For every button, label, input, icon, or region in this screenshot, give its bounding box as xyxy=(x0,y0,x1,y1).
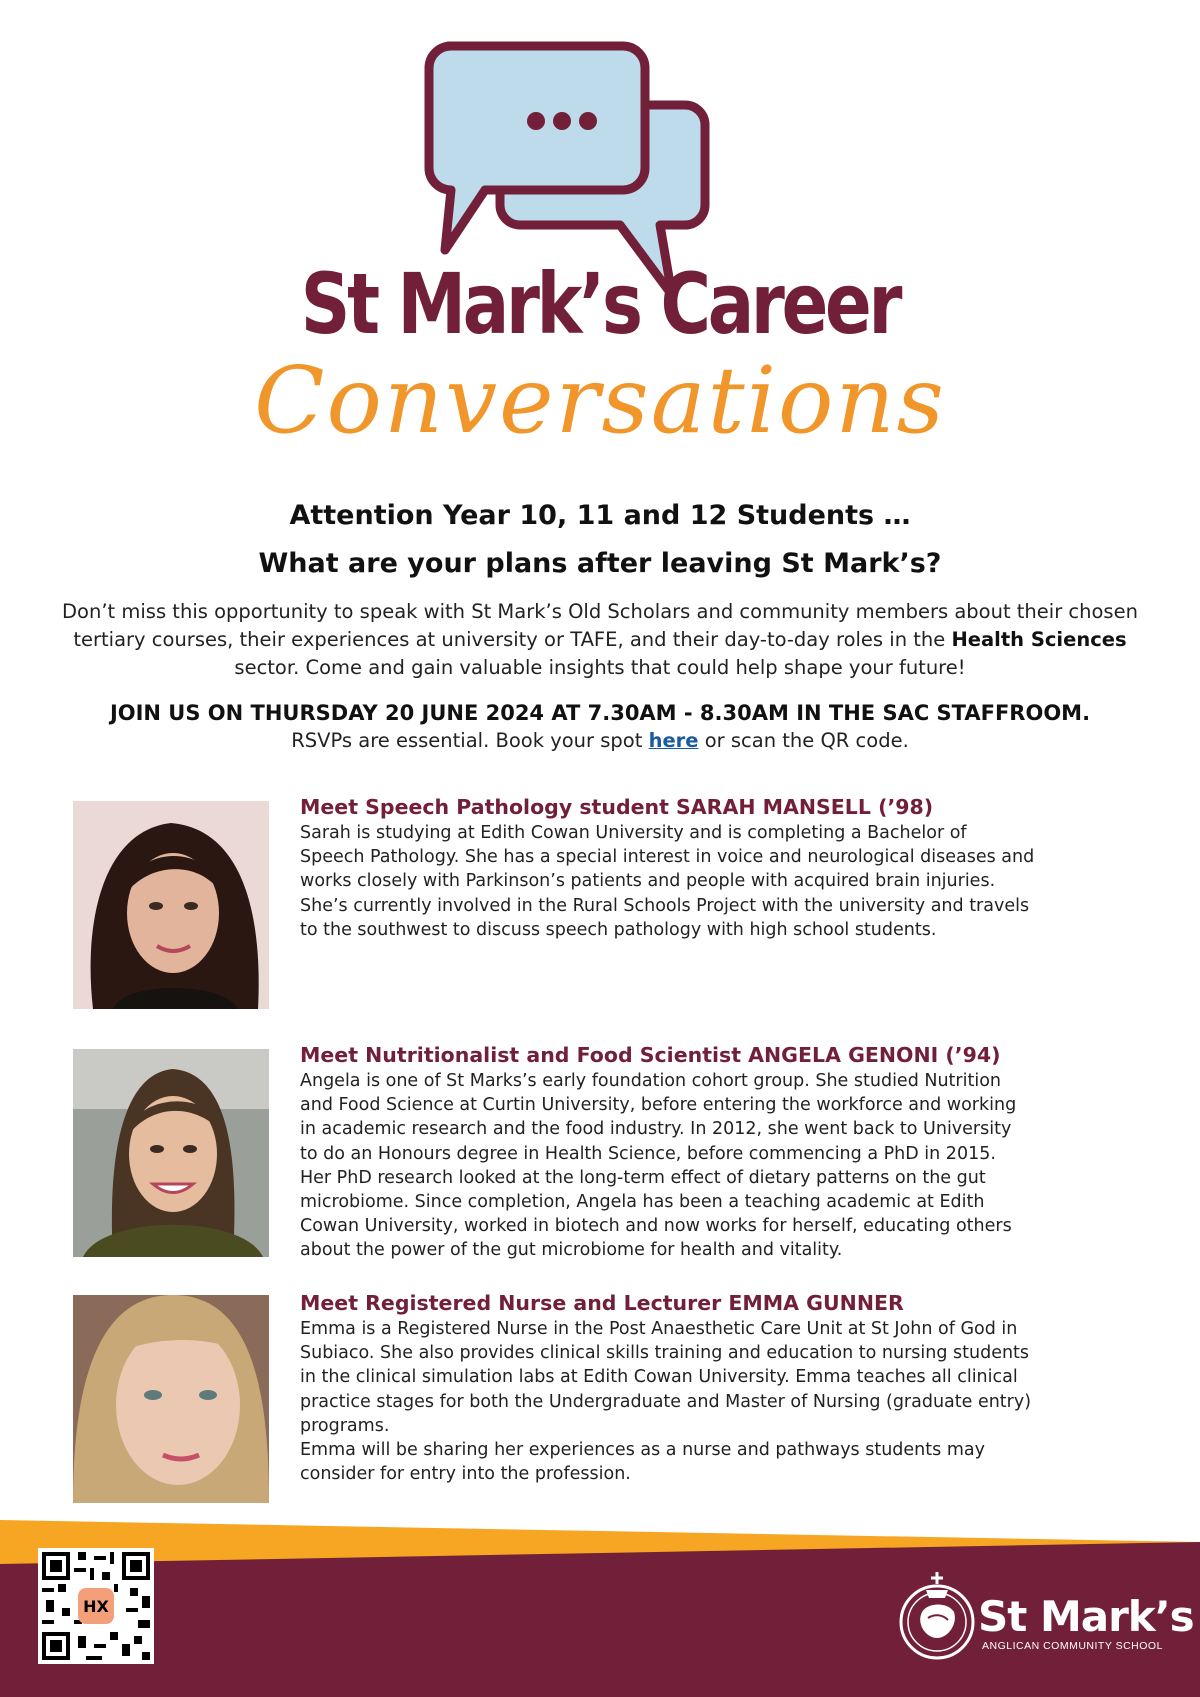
speaker-bio xyxy=(300,1069,1150,1263)
bio-line: in the clinical simulation labs at Edith Cowan University. Emma teaches all clinical xyxy=(300,1367,1018,1388)
speaker-bio xyxy=(300,1317,1150,1486)
logo-script: Conversations xyxy=(254,347,946,454)
bio-line: to do an Honours degree in Health Science, before commencing a PhD in 2015. xyxy=(300,1143,996,1164)
speaker-title: Meet Registered Nurse and Lecturer EMMA GUNNER xyxy=(300,1291,904,1315)
rsvp-line xyxy=(0,729,1200,752)
speaker-bio xyxy=(300,821,1150,942)
bio-line: She’s currently involved in the Rural Schools Project with the university and travels xyxy=(300,895,1030,916)
rsvp-text-after: or scan the QR code. xyxy=(698,729,909,752)
bio-line: Sarah is studying at Edith Cowan University and is completing a Bachelor of xyxy=(300,823,967,843)
attention-heading: Attention Year 10, 11 and 12 Students … xyxy=(289,500,911,531)
school-name: St Mark’s xyxy=(978,1592,1194,1641)
bio-line: practice stages for both the Undergraduate and Master of Nursing (graduate entry) xyxy=(300,1391,1032,1412)
bio-line: consider for entry into the profession. xyxy=(300,1464,631,1485)
speaker-photo-sarah xyxy=(73,801,269,1009)
svg-text:HX: HX xyxy=(83,1597,109,1616)
bio-line: Emma will be sharing her experiences as a nurse and pathways students may xyxy=(300,1440,985,1461)
bio-line: in academic research and the food industry. In 2012, she went back to University xyxy=(300,1119,1012,1140)
speaker-title: Meet Nutritionalist and Food Scientist ANGELA GENONI (’94) xyxy=(300,1043,1001,1067)
bio-line: to the southwest to discuss speech pathology with high school students. xyxy=(300,919,937,940)
speaker-title: Meet Speech Pathology student SARAH MANSELL (’98) xyxy=(300,795,934,819)
speaker-photo-angela xyxy=(73,1049,269,1257)
school-crest-icon xyxy=(898,1568,976,1664)
intro-bold: Health Sciences xyxy=(951,628,1127,651)
qr-code-icon[interactable] xyxy=(38,1548,154,1664)
speaker-photo-emma xyxy=(73,1295,269,1503)
bio-line: Emma is a Registered Nurse in the Post Anaesthetic Care Unit at St John of God in xyxy=(300,1319,1018,1339)
bio-line: works closely with Parkinson’s patients and people with acquired brain injuries. xyxy=(300,871,996,892)
bio-line: Her PhD research looked at the long-term effect of dietary patterns on the gut xyxy=(300,1167,986,1188)
bio-line: about the power of the gut microbiome for health and vitality. xyxy=(300,1240,843,1261)
rsvp-link[interactable]: here xyxy=(648,729,699,752)
intro-text-after: sector. Come and gain valuable insights that could help shape your future! xyxy=(234,656,966,679)
bio-line: Angela is one of St Marks’s early foundation cohort group. She studied Nutrition xyxy=(300,1071,1001,1091)
intro-paragraph xyxy=(60,598,1140,682)
bio-line: Cowan University, worked in biotech and now works for herself, educating others xyxy=(300,1216,1012,1237)
event-details: JOIN US ON THURSDAY 20 JUNE 2024 AT 7.30AM - 8.30AM IN THE SAC STAFFROOM. xyxy=(109,701,1091,725)
bio-line: Subiaco. She also provides clinical skills training and education to nursing students xyxy=(300,1343,1030,1364)
logo-title: St Mark’s Career xyxy=(300,255,900,353)
bio-line: and Food Science at Curtin University, before entering the workforce and working xyxy=(300,1095,1017,1116)
bio-line: microbiome. Since completion, Angela has been a teaching academic at Edith xyxy=(300,1192,985,1213)
rsvp-text-before: RSVPs are essential. Book your spot xyxy=(291,729,649,752)
question-heading: What are your plans after leaving St Mark’s? xyxy=(258,548,942,579)
school-subtitle: ANGLICAN COMMUNITY SCHOOL xyxy=(982,1640,1163,1652)
bio-line: Speech Pathology. She has a special interest in voice and neurological diseases and xyxy=(300,847,1035,868)
intro-text-before: Don’t miss this opportunity to speak with St Mark’s Old Scholars and community members about their chosen tertiary courses, their experiences at university or TAFE, and their day-to-day roles in the xyxy=(62,600,1138,651)
bio-line: programs. xyxy=(300,1415,390,1436)
